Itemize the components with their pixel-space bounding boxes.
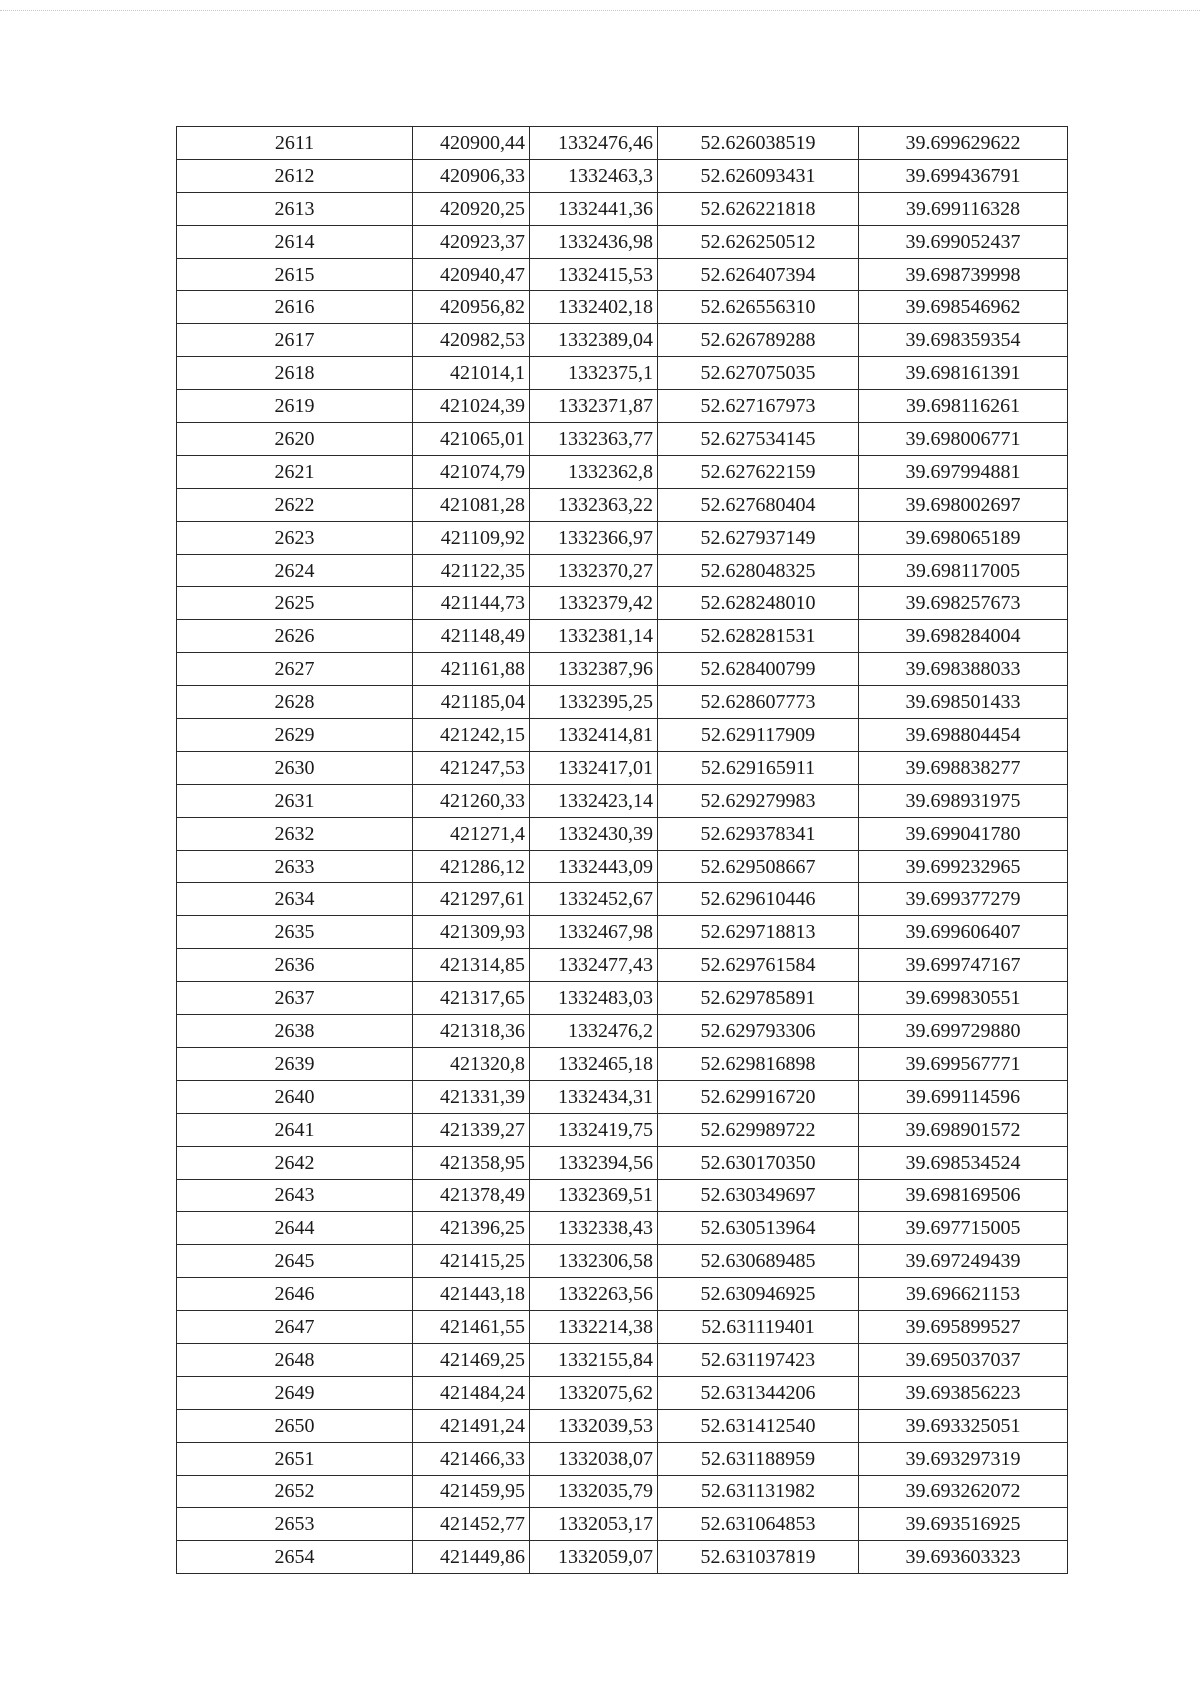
- latitude-cell: 52.628048325: [658, 554, 859, 587]
- x-coordinate-cell: 421443,18: [413, 1278, 530, 1311]
- longitude-cell: 39.698931975: [859, 784, 1068, 817]
- point-number-cell: 2630: [177, 751, 413, 784]
- y-coordinate-cell: 1332402,18: [530, 291, 658, 324]
- longitude-cell: 39.699116328: [859, 192, 1068, 225]
- point-number-cell: 2612: [177, 159, 413, 192]
- longitude-cell: 39.699567771: [859, 1047, 1068, 1080]
- x-coordinate-cell: 421378,49: [413, 1179, 530, 1212]
- longitude-cell: 39.699629622: [859, 127, 1068, 160]
- point-number-cell: 2614: [177, 225, 413, 258]
- x-coordinate-cell: 421469,25: [413, 1343, 530, 1376]
- table-row: [177, 817, 1068, 850]
- point-number-cell: 2634: [177, 883, 413, 916]
- x-coordinate-cell: 420982,53: [413, 324, 530, 357]
- table-row: [177, 1409, 1068, 1442]
- latitude-cell: 52.629989722: [658, 1113, 859, 1146]
- y-coordinate-cell: 1332477,43: [530, 949, 658, 982]
- y-coordinate-cell: 1332366,97: [530, 521, 658, 554]
- x-coordinate-cell: 421314,85: [413, 949, 530, 982]
- y-coordinate-cell: 1332369,51: [530, 1179, 658, 1212]
- longitude-cell: 39.699436791: [859, 159, 1068, 192]
- table-row: [177, 784, 1068, 817]
- table-row: [177, 159, 1068, 192]
- x-coordinate-cell: 421185,04: [413, 686, 530, 719]
- longitude-cell: 39.693297319: [859, 1442, 1068, 1475]
- x-coordinate-cell: 421247,53: [413, 751, 530, 784]
- point-number-cell: 2616: [177, 291, 413, 324]
- table-row: [177, 686, 1068, 719]
- longitude-cell: 39.698169506: [859, 1179, 1068, 1212]
- x-coordinate-cell: 421074,79: [413, 455, 530, 488]
- latitude-cell: 52.631131982: [658, 1475, 859, 1508]
- latitude-cell: 52.629761584: [658, 949, 859, 982]
- longitude-cell: 39.698117005: [859, 554, 1068, 587]
- table-row: [177, 883, 1068, 916]
- table-row: [177, 390, 1068, 423]
- y-coordinate-cell: 1332465,18: [530, 1047, 658, 1080]
- table-row: [177, 1376, 1068, 1409]
- x-coordinate-cell: 421320,8: [413, 1047, 530, 1080]
- longitude-cell: 39.699052437: [859, 225, 1068, 258]
- table-row: [177, 1245, 1068, 1278]
- x-coordinate-cell: 421242,15: [413, 719, 530, 752]
- table-row: [177, 1442, 1068, 1475]
- longitude-cell: 39.698739998: [859, 258, 1068, 291]
- table-row: [177, 324, 1068, 357]
- x-coordinate-cell: 421339,27: [413, 1113, 530, 1146]
- x-coordinate-cell: 421081,28: [413, 488, 530, 521]
- longitude-cell: 39.698359354: [859, 324, 1068, 357]
- longitude-cell: 39.698002697: [859, 488, 1068, 521]
- latitude-cell: 52.629165911: [658, 751, 859, 784]
- table-row: [177, 1311, 1068, 1344]
- y-coordinate-cell: 1332035,79: [530, 1475, 658, 1508]
- x-coordinate-cell: 421396,25: [413, 1212, 530, 1245]
- longitude-cell: 39.699041780: [859, 817, 1068, 850]
- y-coordinate-cell: 1332371,87: [530, 390, 658, 423]
- y-coordinate-cell: 1332436,98: [530, 225, 658, 258]
- latitude-cell: 52.631344206: [658, 1376, 859, 1409]
- point-number-cell: 2617: [177, 324, 413, 357]
- point-number-cell: 2638: [177, 1015, 413, 1048]
- point-number-cell: 2646: [177, 1278, 413, 1311]
- point-number-cell: 2642: [177, 1146, 413, 1179]
- x-coordinate-cell: 421286,12: [413, 850, 530, 883]
- y-coordinate-cell: 1332476,2: [530, 1015, 658, 1048]
- latitude-cell: 52.626093431: [658, 159, 859, 192]
- y-coordinate-cell: 1332053,17: [530, 1508, 658, 1541]
- y-coordinate-cell: 1332415,53: [530, 258, 658, 291]
- point-number-cell: 2649: [177, 1376, 413, 1409]
- y-coordinate-cell: 1332395,25: [530, 686, 658, 719]
- longitude-cell: 39.699747167: [859, 949, 1068, 982]
- point-number-cell: 2624: [177, 554, 413, 587]
- latitude-cell: 52.631037819: [658, 1541, 859, 1574]
- x-coordinate-cell: 421358,95: [413, 1146, 530, 1179]
- longitude-cell: 39.698161391: [859, 357, 1068, 390]
- table-row: [177, 291, 1068, 324]
- longitude-cell: 39.695037037: [859, 1343, 1068, 1376]
- page-top-edge: [0, 10, 1200, 11]
- point-number-cell: 2611: [177, 127, 413, 160]
- latitude-cell: 52.629916720: [658, 1080, 859, 1113]
- x-coordinate-cell: 421297,61: [413, 883, 530, 916]
- x-coordinate-cell: 421309,93: [413, 916, 530, 949]
- point-number-cell: 2639: [177, 1047, 413, 1080]
- x-coordinate-cell: 421317,65: [413, 982, 530, 1015]
- latitude-cell: 52.629279983: [658, 784, 859, 817]
- longitude-cell: 39.695899527: [859, 1311, 1068, 1344]
- longitude-cell: 39.697715005: [859, 1212, 1068, 1245]
- latitude-cell: 52.630170350: [658, 1146, 859, 1179]
- table-row: [177, 1047, 1068, 1080]
- table-row: [177, 192, 1068, 225]
- point-number-cell: 2627: [177, 653, 413, 686]
- latitude-cell: 52.630513964: [658, 1212, 859, 1245]
- longitude-cell: 39.698501433: [859, 686, 1068, 719]
- longitude-cell: 39.696621153: [859, 1278, 1068, 1311]
- table-row: [177, 719, 1068, 752]
- y-coordinate-cell: 1332394,56: [530, 1146, 658, 1179]
- table-row: [177, 1212, 1068, 1245]
- point-number-cell: 2613: [177, 192, 413, 225]
- y-coordinate-cell: 1332430,39: [530, 817, 658, 850]
- latitude-cell: 52.626221818: [658, 192, 859, 225]
- latitude-cell: 52.626250512: [658, 225, 859, 258]
- y-coordinate-cell: 1332389,04: [530, 324, 658, 357]
- latitude-cell: 52.628248010: [658, 587, 859, 620]
- latitude-cell: 52.629117909: [658, 719, 859, 752]
- y-coordinate-cell: 1332306,58: [530, 1245, 658, 1278]
- latitude-cell: 52.631412540: [658, 1409, 859, 1442]
- x-coordinate-cell: 421122,35: [413, 554, 530, 587]
- latitude-cell: 52.627680404: [658, 488, 859, 521]
- latitude-cell: 52.627075035: [658, 357, 859, 390]
- y-coordinate-cell: 1332452,67: [530, 883, 658, 916]
- latitude-cell: 52.626407394: [658, 258, 859, 291]
- table-row: [177, 423, 1068, 456]
- latitude-cell: 52.630689485: [658, 1245, 859, 1278]
- y-coordinate-cell: 1332483,03: [530, 982, 658, 1015]
- table-row: [177, 1080, 1068, 1113]
- longitude-cell: 39.699377279: [859, 883, 1068, 916]
- table-row: [177, 587, 1068, 620]
- point-number-cell: 2647: [177, 1311, 413, 1344]
- x-coordinate-cell: 421491,24: [413, 1409, 530, 1442]
- longitude-cell: 39.693603323: [859, 1541, 1068, 1574]
- y-coordinate-cell: 1332038,07: [530, 1442, 658, 1475]
- longitude-cell: 39.693325051: [859, 1409, 1068, 1442]
- latitude-cell: 52.629718813: [658, 916, 859, 949]
- latitude-cell: 52.628607773: [658, 686, 859, 719]
- point-number-cell: 2651: [177, 1442, 413, 1475]
- latitude-cell: 52.627534145: [658, 423, 859, 456]
- y-coordinate-cell: 1332414,81: [530, 719, 658, 752]
- x-coordinate-cell: 420956,82: [413, 291, 530, 324]
- longitude-cell: 39.698546962: [859, 291, 1068, 324]
- point-number-cell: 2623: [177, 521, 413, 554]
- x-coordinate-cell: 421014,1: [413, 357, 530, 390]
- table-row: [177, 1113, 1068, 1146]
- x-coordinate-cell: 420920,25: [413, 192, 530, 225]
- x-coordinate-cell: 421148,49: [413, 620, 530, 653]
- coordinates-table-body: [177, 127, 1068, 1574]
- table-row: [177, 916, 1068, 949]
- y-coordinate-cell: 1332387,96: [530, 653, 658, 686]
- longitude-cell: 39.699729880: [859, 1015, 1068, 1048]
- table-row: [177, 1179, 1068, 1212]
- point-number-cell: 2625: [177, 587, 413, 620]
- point-number-cell: 2644: [177, 1212, 413, 1245]
- point-number-cell: 2637: [177, 982, 413, 1015]
- y-coordinate-cell: 1332441,36: [530, 192, 658, 225]
- x-coordinate-cell: 421461,55: [413, 1311, 530, 1344]
- y-coordinate-cell: 1332375,1: [530, 357, 658, 390]
- x-coordinate-cell: 421452,77: [413, 1508, 530, 1541]
- longitude-cell: 39.699114596: [859, 1080, 1068, 1113]
- latitude-cell: 52.630946925: [658, 1278, 859, 1311]
- y-coordinate-cell: 1332214,38: [530, 1311, 658, 1344]
- latitude-cell: 52.628400799: [658, 653, 859, 686]
- x-coordinate-cell: 421466,33: [413, 1442, 530, 1475]
- point-number-cell: 2652: [177, 1475, 413, 1508]
- latitude-cell: 52.627937149: [658, 521, 859, 554]
- y-coordinate-cell: 1332417,01: [530, 751, 658, 784]
- x-coordinate-cell: 421260,33: [413, 784, 530, 817]
- table-row: [177, 488, 1068, 521]
- point-number-cell: 2650: [177, 1409, 413, 1442]
- table-row: [177, 982, 1068, 1015]
- point-number-cell: 2620: [177, 423, 413, 456]
- latitude-cell: 52.631119401: [658, 1311, 859, 1344]
- longitude-cell: 39.698065189: [859, 521, 1068, 554]
- x-coordinate-cell: 421161,88: [413, 653, 530, 686]
- table-row: [177, 1015, 1068, 1048]
- longitude-cell: 39.698838277: [859, 751, 1068, 784]
- point-number-cell: 2636: [177, 949, 413, 982]
- point-number-cell: 2643: [177, 1179, 413, 1212]
- x-coordinate-cell: 420923,37: [413, 225, 530, 258]
- point-number-cell: 2628: [177, 686, 413, 719]
- latitude-cell: 52.629816898: [658, 1047, 859, 1080]
- point-number-cell: 2653: [177, 1508, 413, 1541]
- longitude-cell: 39.697249439: [859, 1245, 1068, 1278]
- x-coordinate-cell: 421024,39: [413, 390, 530, 423]
- point-number-cell: 2633: [177, 850, 413, 883]
- x-coordinate-cell: 421459,95: [413, 1475, 530, 1508]
- y-coordinate-cell: 1332467,98: [530, 916, 658, 949]
- table-row: [177, 225, 1068, 258]
- x-coordinate-cell: 421109,92: [413, 521, 530, 554]
- coordinates-table: [176, 126, 1068, 1574]
- latitude-cell: 52.626038519: [658, 127, 859, 160]
- y-coordinate-cell: 1332381,14: [530, 620, 658, 653]
- x-coordinate-cell: 421144,73: [413, 587, 530, 620]
- latitude-cell: 52.626789288: [658, 324, 859, 357]
- latitude-cell: 52.626556310: [658, 291, 859, 324]
- point-number-cell: 2615: [177, 258, 413, 291]
- longitude-cell: 39.693856223: [859, 1376, 1068, 1409]
- latitude-cell: 52.628281531: [658, 620, 859, 653]
- longitude-cell: 39.698534524: [859, 1146, 1068, 1179]
- point-number-cell: 2645: [177, 1245, 413, 1278]
- point-number-cell: 2641: [177, 1113, 413, 1146]
- y-coordinate-cell: 1332338,43: [530, 1212, 658, 1245]
- y-coordinate-cell: 1332075,62: [530, 1376, 658, 1409]
- table-row: [177, 455, 1068, 488]
- table-row: [177, 258, 1068, 291]
- x-coordinate-cell: 421484,24: [413, 1376, 530, 1409]
- y-coordinate-cell: 1332476,46: [530, 127, 658, 160]
- table-row: [177, 1146, 1068, 1179]
- longitude-cell: 39.699606407: [859, 916, 1068, 949]
- longitude-cell: 39.698116261: [859, 390, 1068, 423]
- latitude-cell: 52.631197423: [658, 1343, 859, 1376]
- table-row: [177, 357, 1068, 390]
- x-coordinate-cell: 420906,33: [413, 159, 530, 192]
- latitude-cell: 52.629378341: [658, 817, 859, 850]
- x-coordinate-cell: 421318,36: [413, 1015, 530, 1048]
- point-number-cell: 2619: [177, 390, 413, 423]
- table-row: [177, 751, 1068, 784]
- point-number-cell: 2622: [177, 488, 413, 521]
- longitude-cell: 39.698006771: [859, 423, 1068, 456]
- latitude-cell: 52.629785891: [658, 982, 859, 1015]
- latitude-cell: 52.629610446: [658, 883, 859, 916]
- table-row: [177, 1541, 1068, 1574]
- table-row: [177, 620, 1068, 653]
- y-coordinate-cell: 1332434,31: [530, 1080, 658, 1113]
- y-coordinate-cell: 1332419,75: [530, 1113, 658, 1146]
- y-coordinate-cell: 1332039,53: [530, 1409, 658, 1442]
- y-coordinate-cell: 1332443,09: [530, 850, 658, 883]
- latitude-cell: 52.627622159: [658, 455, 859, 488]
- y-coordinate-cell: 1332155,84: [530, 1343, 658, 1376]
- table-row: [177, 1278, 1068, 1311]
- table-row: [177, 554, 1068, 587]
- latitude-cell: 52.629793306: [658, 1015, 859, 1048]
- y-coordinate-cell: 1332263,56: [530, 1278, 658, 1311]
- point-number-cell: 2648: [177, 1343, 413, 1376]
- point-number-cell: 2635: [177, 916, 413, 949]
- longitude-cell: 39.698257673: [859, 587, 1068, 620]
- x-coordinate-cell: 420900,44: [413, 127, 530, 160]
- latitude-cell: 52.630349697: [658, 1179, 859, 1212]
- x-coordinate-cell: 421065,01: [413, 423, 530, 456]
- longitude-cell: 39.698901572: [859, 1113, 1068, 1146]
- point-number-cell: 2626: [177, 620, 413, 653]
- y-coordinate-cell: 1332363,22: [530, 488, 658, 521]
- y-coordinate-cell: 1332370,27: [530, 554, 658, 587]
- table-row: [177, 1508, 1068, 1541]
- longitude-cell: 39.698284004: [859, 620, 1068, 653]
- longitude-cell: 39.698804454: [859, 719, 1068, 752]
- y-coordinate-cell: 1332059,07: [530, 1541, 658, 1574]
- table-row: [177, 653, 1068, 686]
- point-number-cell: 2618: [177, 357, 413, 390]
- y-coordinate-cell: 1332362,8: [530, 455, 658, 488]
- table-row: [177, 949, 1068, 982]
- table-row: [177, 127, 1068, 160]
- y-coordinate-cell: 1332463,3: [530, 159, 658, 192]
- latitude-cell: 52.631188959: [658, 1442, 859, 1475]
- longitude-cell: 39.693516925: [859, 1508, 1068, 1541]
- point-number-cell: 2621: [177, 455, 413, 488]
- longitude-cell: 39.693262072: [859, 1475, 1068, 1508]
- latitude-cell: 52.629508667: [658, 850, 859, 883]
- longitude-cell: 39.699232965: [859, 850, 1068, 883]
- longitude-cell: 39.697994881: [859, 455, 1068, 488]
- point-number-cell: 2631: [177, 784, 413, 817]
- y-coordinate-cell: 1332423,14: [530, 784, 658, 817]
- y-coordinate-cell: 1332379,42: [530, 587, 658, 620]
- table-row: [177, 1475, 1068, 1508]
- point-number-cell: 2632: [177, 817, 413, 850]
- point-number-cell: 2654: [177, 1541, 413, 1574]
- x-coordinate-cell: 421271,4: [413, 817, 530, 850]
- x-coordinate-cell: 421449,86: [413, 1541, 530, 1574]
- point-number-cell: 2640: [177, 1080, 413, 1113]
- longitude-cell: 39.699830551: [859, 982, 1068, 1015]
- table-row: [177, 850, 1068, 883]
- longitude-cell: 39.698388033: [859, 653, 1068, 686]
- x-coordinate-cell: 420940,47: [413, 258, 530, 291]
- point-number-cell: 2629: [177, 719, 413, 752]
- y-coordinate-cell: 1332363,77: [530, 423, 658, 456]
- latitude-cell: 52.631064853: [658, 1508, 859, 1541]
- x-coordinate-cell: 421415,25: [413, 1245, 530, 1278]
- latitude-cell: 52.627167973: [658, 390, 859, 423]
- table-row: [177, 1343, 1068, 1376]
- table-row: [177, 521, 1068, 554]
- x-coordinate-cell: 421331,39: [413, 1080, 530, 1113]
